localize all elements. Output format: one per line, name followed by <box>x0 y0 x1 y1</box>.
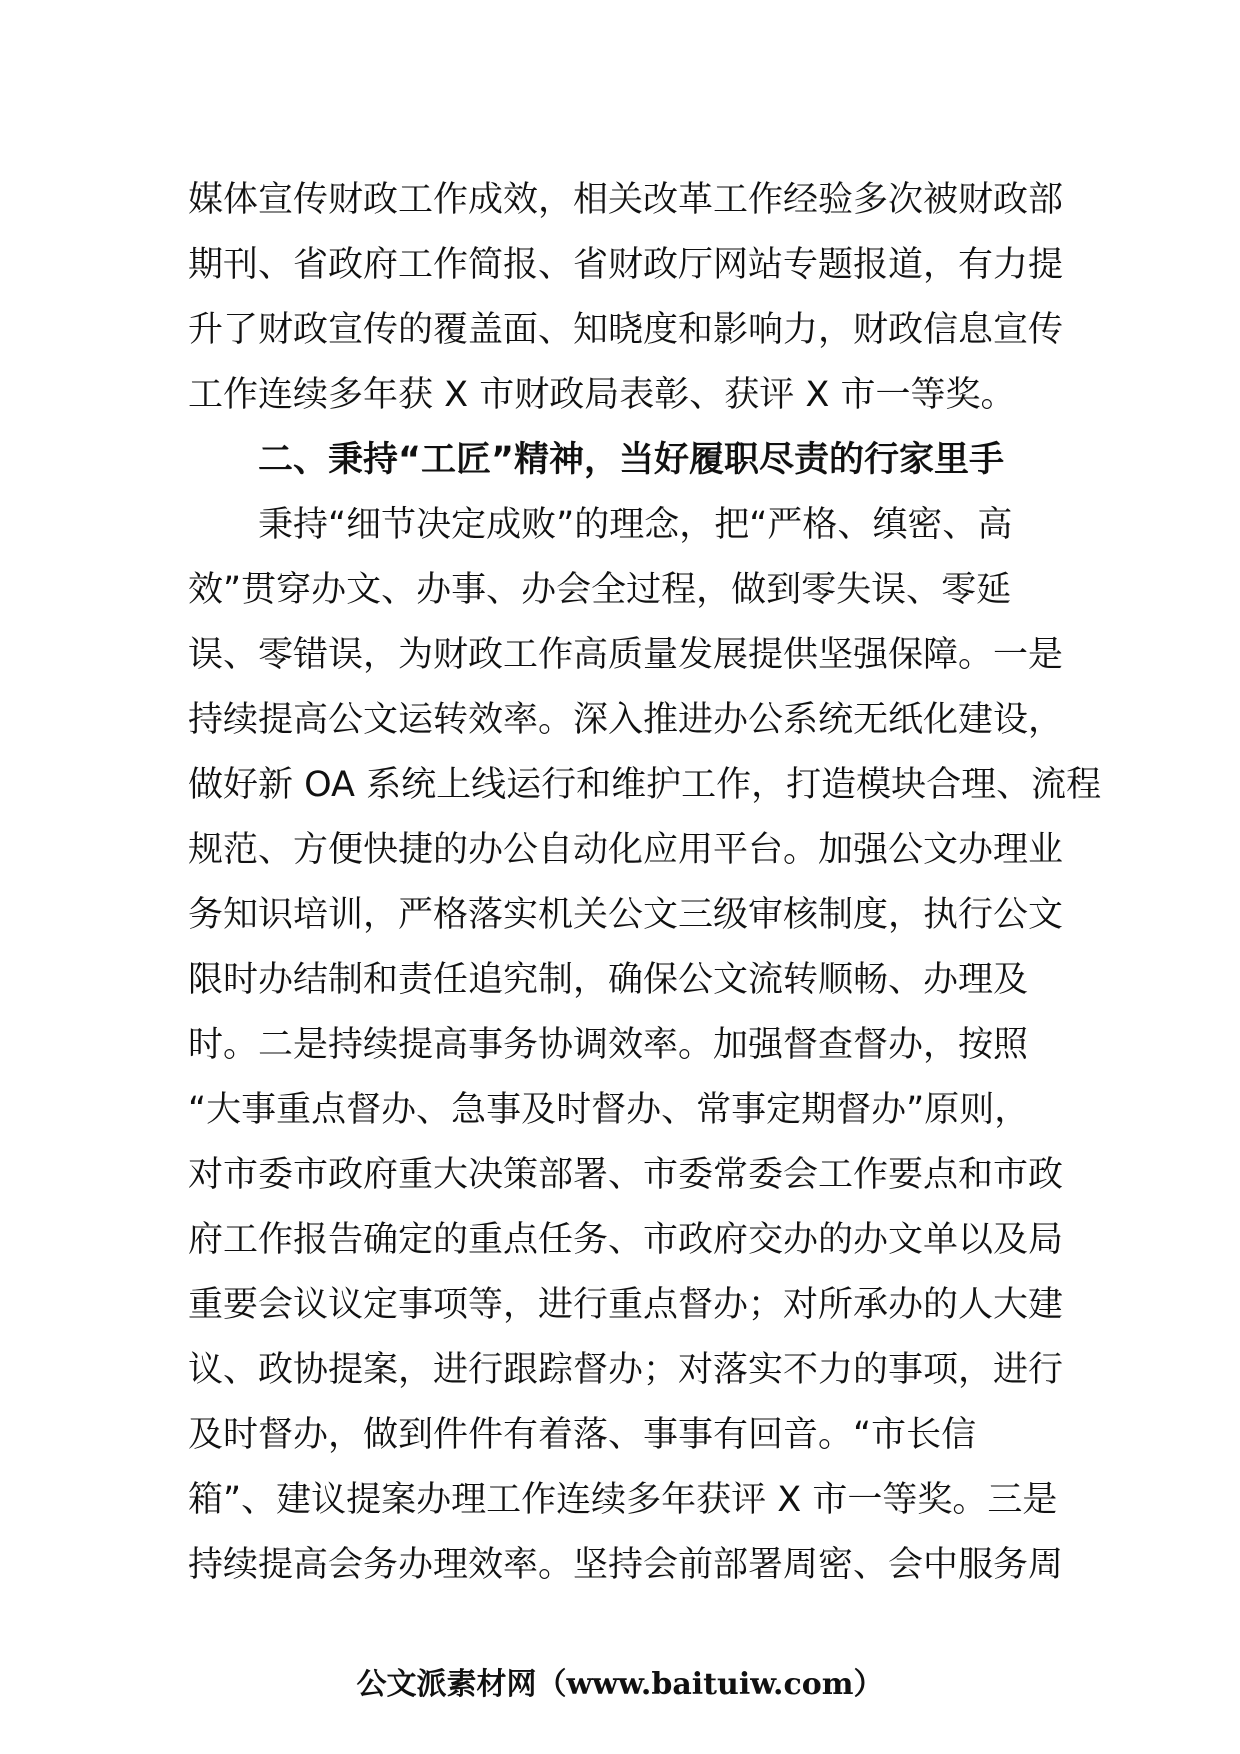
body-line: 做好新 OA 系统上线运行和维护工作，打造模块合理、流程 <box>188 765 1102 805</box>
body-line: “大事重点督办、急事及时督办、常事定期督办”原则， <box>188 1090 1030 1130</box>
document-body <box>188 168 1102 1598</box>
body-line: 重要会议议定事项等，进行重点督办；对所承办的人大建 <box>188 1285 1064 1325</box>
body-line: 期刊、省政府工作简报、省财政厅网站专题报道，有力提 <box>188 245 1064 285</box>
body-line: 工作连续多年获 X 市财政局表彰、获评 X 市一等奖。 <box>188 375 1016 415</box>
body-line: 箱”、建议提案办理工作连续多年获评 X 市一等奖。三是 <box>188 1480 1058 1520</box>
body-line: 持续提高会务办理效率。坚持会前部署周密、会中服务周 <box>188 1545 1064 1585</box>
body-line: 对市委市政府重大决策部署、市委常委会工作要点和市政 <box>188 1155 1064 1195</box>
paragraph-first-line: 秉持“细节决定成败”的理念，把“严格、缜密、高 <box>258 505 1013 545</box>
body-line: 议、政协提案，进行跟踪督办；对落实不力的事项，进行 <box>188 1350 1064 1390</box>
body-line: 升了财政宣传的覆盖面、知晓度和影响力，财政信息宣传 <box>188 310 1064 350</box>
body-line: 务知识培训，严格落实机关公文三级审核制度，执行公文 <box>188 895 1064 935</box>
body-line: 误、零错误，为财政工作高质量发展提供坚强保障。一是 <box>188 635 1064 675</box>
body-line: 时。二是持续提高事务协调效率。加强督查督办，按照 <box>188 1025 1029 1065</box>
body-line: 限时办结制和责任追究制，确保公文流转顺畅、办理及 <box>188 960 1029 1000</box>
body-line: 府工作报告确定的重点任务、市政府交办的办文单以及局 <box>188 1220 1064 1260</box>
body-line: 持续提高公文运转效率。深入推进办公系统无纸化建设， <box>188 700 1064 740</box>
footer-watermark-text: 公文派素材网（www.baituiw.com） <box>356 1667 884 1702</box>
body-line: 效”贯穿办文、办事、办会全过程，做到零失误、零延 <box>188 570 1012 610</box>
section-heading: 二、秉持“工匠”精神，当好履职尽责的行家里手 <box>258 440 1005 480</box>
body-line: 规范、方便快捷的办公自动化应用平台。加强公文办理业 <box>188 830 1064 870</box>
body-line: 媒体宣传财政工作成效，相关改革工作经验多次被财政部 <box>188 180 1064 220</box>
body-line: 及时督办，做到件件有着落、事事有回音。“市长信 <box>188 1415 977 1455</box>
